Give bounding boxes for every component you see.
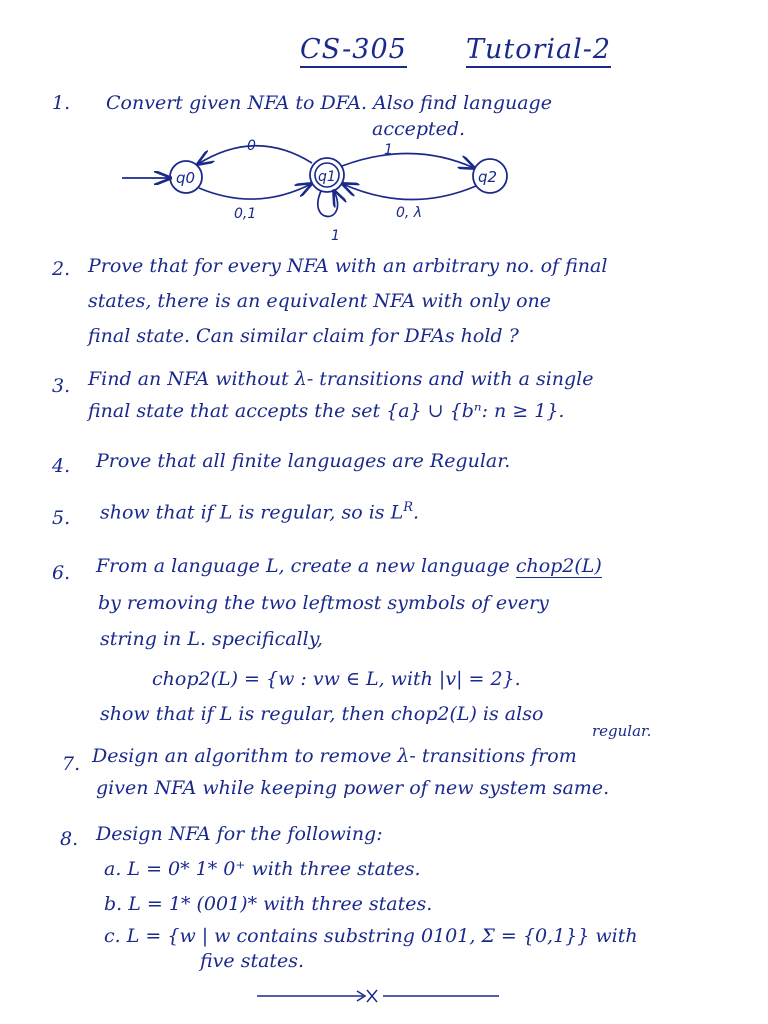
edge-q1-q0-label: 0 xyxy=(247,138,256,154)
q8-item-c xyxy=(104,925,638,947)
q2-line3: final state. Can similar claim for DFAs hold ? xyxy=(88,325,519,347)
q8-c-line2: five states. xyxy=(200,950,305,972)
q6-text: From a language L, create a new language xyxy=(96,555,516,577)
edge-q1-loop xyxy=(318,191,338,217)
edge-q1-loop-label: 1 xyxy=(331,228,340,244)
q8-item-a xyxy=(104,858,421,880)
q7-line1: Design an algorithm to remove λ- transitions from xyxy=(92,745,577,767)
edge-q2-q1-label: 0, λ xyxy=(396,205,423,221)
q2-line1: Prove that for every NFA with an arbitrary no. of final xyxy=(88,255,608,277)
q8-b-label: b. xyxy=(104,893,123,915)
q3-line2: final state that accepts the set {a} ∪ {bⁿ: n ≥ 1}. xyxy=(88,400,565,422)
edge-q2-q1 xyxy=(343,184,476,200)
q3-number: 3. xyxy=(52,375,71,397)
q2-line2: states, there is an equivalent NFA with only one xyxy=(88,290,552,312)
q5-period: . xyxy=(413,501,420,524)
q3-line1: Find an NFA without λ- transitions and with a single xyxy=(88,368,594,390)
q8-b-text: L = 1* (001)* with three states. xyxy=(128,893,433,915)
q1-line1: Convert given NFA to DFA. Also find language xyxy=(106,92,552,114)
q5-text: show that if L is regular, so is L xyxy=(100,501,404,524)
q2-number: 2. xyxy=(52,258,71,280)
q6-chop2-underlined: chop2(L) xyxy=(515,555,602,577)
q8-c-text: L = {w | w contains substring 0101, Σ = {0,1}} with xyxy=(126,925,638,947)
q6-formula: chop2(L) = {w : vw ∈ L, with |v| = 2}. xyxy=(152,668,521,690)
q1-number: 1. xyxy=(52,92,71,114)
end-mark xyxy=(255,984,505,1008)
q6-number: 6. xyxy=(52,562,71,584)
q7-number: 7. xyxy=(62,753,81,775)
tutorial-title: Tutorial-2 xyxy=(466,34,611,68)
q8-line1: Design NFA for the following: xyxy=(96,823,383,845)
q1-line2: accepted. xyxy=(372,118,466,140)
q6-line2: by removing the two leftmost symbols of every xyxy=(98,592,549,614)
state-q2-label: q2 xyxy=(478,168,498,186)
q6-line1 xyxy=(96,555,602,577)
q4-number: 4. xyxy=(52,455,71,477)
q6-line5: regular. xyxy=(592,722,652,740)
q8-item-b xyxy=(104,893,432,915)
q8-c-label: c. xyxy=(104,925,121,947)
q5-number: 5. xyxy=(52,507,71,529)
course-code: CS-305 xyxy=(300,34,407,68)
q7-line2: given NFA while keeping power of new system same. xyxy=(96,777,610,799)
edge-q1-q2 xyxy=(342,153,474,168)
q5-superscript: R xyxy=(403,500,413,515)
q5-line1 xyxy=(100,500,419,523)
nfa-diagram xyxy=(0,0,768,260)
q8-number: 8. xyxy=(60,828,79,850)
q8-a-text: L = 0* 1* 0⁺ with three states. xyxy=(127,858,421,880)
state-q1-label: q1 xyxy=(318,169,336,185)
q4-line1: Prove that all finite languages are Regular. xyxy=(96,450,511,472)
q6-line4: show that if L is regular, then chop2(L) is also xyxy=(100,703,544,725)
edge-q0-q1 xyxy=(199,184,311,199)
edge-q0-q1-label: 0,1 xyxy=(234,206,257,222)
edge-q1-q2-label: 1 xyxy=(384,142,393,158)
state-q0-label: q0 xyxy=(176,169,196,187)
q6-line3: string in L. specifically, xyxy=(100,628,323,650)
q8-a-label: a. xyxy=(104,858,122,880)
